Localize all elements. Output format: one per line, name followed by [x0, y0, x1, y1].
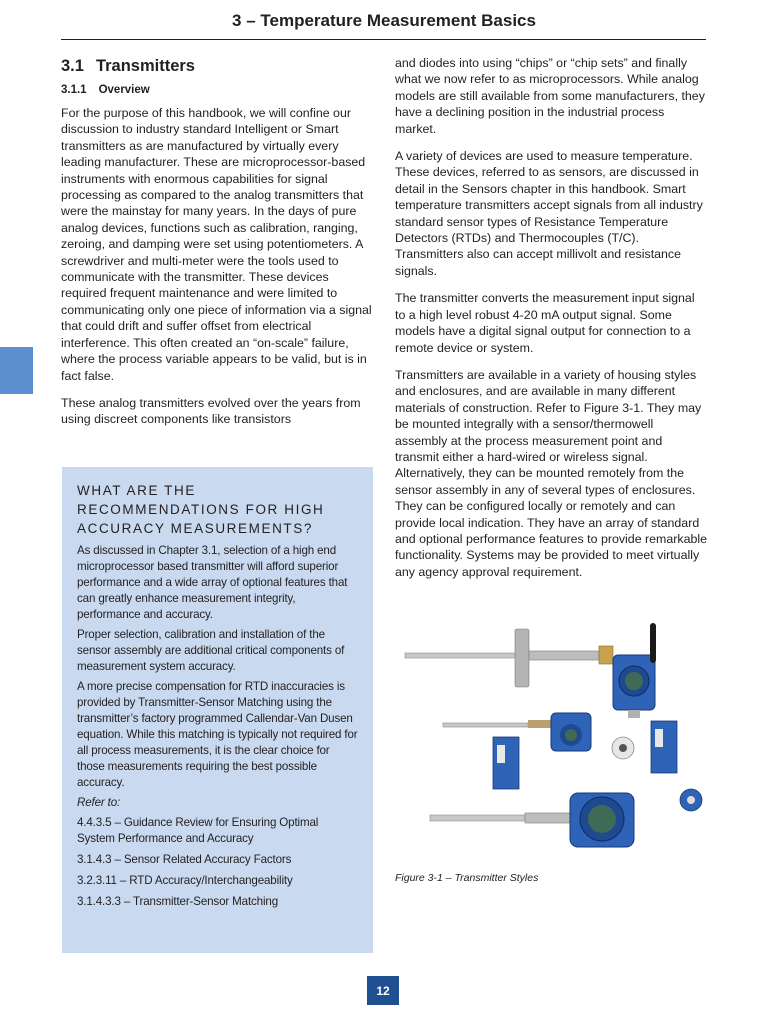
reference-link[interactable]: 4.4.3.5 – Guidance Review for Ensuring Optimal System Performance and Accuracy: [77, 816, 319, 845]
wireless-transmitter-assembly: [405, 623, 656, 718]
right-column: [395, 55, 707, 591]
reference-link[interactable]: 3.1.4.3 – Sensor Related Accuracy Factors: [77, 853, 292, 866]
section-number: 3.1: [61, 57, 84, 75]
callout-title: WHAT ARE THE RECOMMENDATIONS FOR HIGH ACCURACY MEASUREMENTS?: [77, 483, 325, 536]
reference-link[interactable]: 3.1.4.3.3 – Transmitter-Sensor Matching: [77, 895, 279, 908]
callout-paragraph: Proper selection, calibration and installation of the sensor assembly are additional critical components of measurement system accuracy.: [77, 628, 345, 673]
reference-link[interactable]: 3.2.3.11 – RTD Accuracy/Interchangeability: [77, 874, 293, 887]
body-paragraph: and diodes into using “chips” or “chip sets” and finally what we now refer to as microprocessors. While analog models are still available from some manufacturers, they have a declining position in the industrial process market.: [395, 56, 705, 136]
left-column: [61, 55, 374, 439]
body-paragraph: These analog transmitters evolved over the years from using discreet components like transistors: [61, 395, 361, 427]
subsection-number: 3.1.1: [61, 84, 87, 96]
figure-caption: Figure 3-1 – Transmitter Styles: [395, 872, 539, 884]
din-rail-transmitter-left: [493, 737, 519, 789]
body-paragraph: A variety of devices are used to measure temperature. These devices, referred to as sensors, are discussed in detail in the Sensors chapter in this handbook. Smart temperature transmitters accept signals from all industry standard sensor types of Resistance Temperature Detectors (RTDs) and Thermocouples (T/C). Transmitters also can accept millivolt and resistance signals.: [395, 149, 703, 278]
transmitter-styles-figure: [395, 615, 707, 860]
refer-to-label: Refer to:: [77, 796, 121, 809]
subsection-heading: [61, 84, 374, 96]
callout-paragraph: A more precise compensation for RTD inaccuracies is provided by Transmitter-Sensor Matching using the transmitter’s factory programmed Callendar-Van Dusen equation. While this matching is typically not required for all process measurements, it is the clear choice for those measurements requiring the best possible accuracy.: [77, 680, 358, 789]
section-heading: [61, 57, 374, 76]
body-paragraph: Transmitters are available in a variety of housing styles and enclosures, and are available in many different materials of construction. Refer to Figure 3-1. They may be mounted integrally with a sensor/thermowell assembly at the process measurement point and transmit either a hard-wired or wireless signal. Alternatively, they can be mounted remotely from the sensor assembly in any of several types of enclosures. They can be configured locally or remotely and can provide local indication. They have an array of standard and optional performance features to provide remarkable functionality. Systems may be provided to meet virtually any agency approval requirement.: [395, 367, 708, 579]
section-title: Transmitters: [95, 57, 195, 75]
chapter-side-tab: [0, 347, 33, 394]
page-header-title: 3 – Temperature Measurement Basics: [232, 11, 536, 30]
body-paragraph: For the purpose of this handbook, we will confine our discussion to industry standard Intelligent or Smart transmitters as are manufactured by virtually every leading manufacturer. These are microprocessor-based instruments with enormous capabilities for signal processing as compared to the analog transmitters that were the mainstay for many years. In the days of pure analog devices, functions such as calibration, ranging, zeroing, and damping were set using potentiometers. A screwdriver and multi-meter were the tools used to communicate with the transmitter. These devices required frequent maintenance and were limited to communicating only one piece of information via a signal that could drift and suffer offset from electrical interference. This often created an “on-scale” failure, where the process variable appears to be valid, but is in fact false.: [61, 106, 372, 383]
subsection-title: Overview: [98, 84, 150, 96]
page-number: 12: [367, 976, 399, 1005]
callout-paragraph: As discussed in Chapter 3.1, selection of a high end microprocessor based transmitter will afford superior performance and a wide array of optional features that can greatly enhance measurement integrity, performance and accuracy.: [77, 544, 348, 621]
din-rail-transmitter-right: [651, 721, 677, 773]
field-mount-transmitter-assembly: [430, 793, 634, 847]
body-paragraph: The transmitter converts the measurement input signal to a high level robust 4-20 mA output signal. Some models have a digital signal output for connection to a remote device or system.: [395, 291, 695, 355]
puck-transmitter-blue: [680, 789, 702, 811]
header-divider: [61, 39, 706, 40]
recommendations-callout-box: [62, 467, 373, 953]
puck-transmitter-white: [612, 737, 634, 759]
